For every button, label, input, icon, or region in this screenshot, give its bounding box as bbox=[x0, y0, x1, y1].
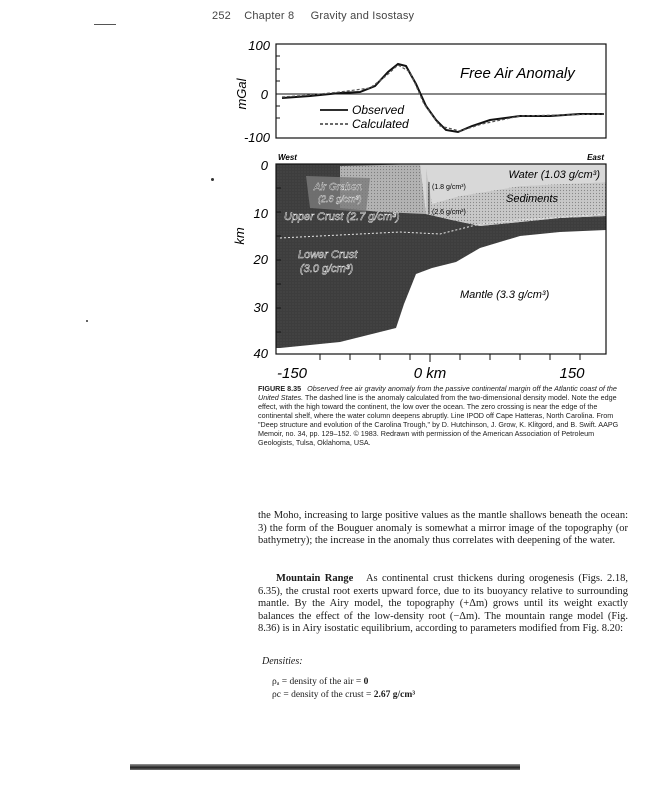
densities-heading: Densities: bbox=[262, 656, 303, 667]
sediments-label: Sediments bbox=[506, 193, 558, 205]
y-axis-label-mgal: mGal bbox=[234, 78, 249, 110]
legend-observed-label: Observed bbox=[352, 103, 405, 117]
air-graben-density: (2.6 g/cm³) bbox=[318, 194, 362, 204]
equation-air-density bbox=[272, 677, 368, 687]
caption-text: The dashed line is the anomaly calculated from the two-dimensional density model. Note the edge effect, with the high toward the continent, the low over the ocean. The zero crossing is near the edge of the continental shelf, where the water column deepens abruptly. Line IPOD off Cape Hatteras, North Carolina. From "Deep structure and evolution of the Carolina Trough," by D. Hutchinson, J. Grow, K. Klitgord, and B. Swift. AAPG Memoir, no. 34, pp. 129–152. © 1983. Redrawn with permission of the American Association of Petroleum Geologists, Tulsa, Oklahoma, USA. bbox=[258, 393, 619, 447]
speck bbox=[86, 320, 88, 322]
figure-8-35 bbox=[220, 36, 640, 386]
lower-crust-density: (3.0 g/cm³) bbox=[300, 263, 354, 275]
upper-crust-label: Upper Crust (2.7 g/cm³) bbox=[284, 211, 400, 223]
xtick-0km: 0 km bbox=[413, 365, 447, 382]
figure-number: FIGURE 8.35 bbox=[258, 384, 302, 393]
equation-crust-density bbox=[272, 690, 415, 700]
east-label: East bbox=[587, 153, 604, 162]
figure-title: Observed free air gravity anomaly from the passive continental margin off the Atlantic coast of the United States. bbox=[258, 384, 617, 402]
sediment-density-upper: (1.8 g/cm³) bbox=[432, 184, 466, 191]
ytick-100: 100 bbox=[248, 38, 270, 53]
chapter-title: Gravity and Isostasy bbox=[310, 10, 415, 22]
density-cross-section bbox=[232, 153, 606, 382]
ytick-40km: 40 bbox=[253, 346, 268, 361]
lower-crust-label: Lower Crust bbox=[298, 249, 358, 261]
plot-title-free-air-anomaly: Free Air Anomaly bbox=[460, 65, 575, 82]
y-axis-label-km: km bbox=[232, 227, 247, 245]
running-header bbox=[212, 10, 414, 22]
air-graben-label: Air Graben bbox=[314, 182, 363, 193]
ytick-0: 0 bbox=[260, 87, 268, 102]
body-paragraph-2 bbox=[258, 573, 628, 636]
mountain-range-text: As continental crust thickens during orogenesis (Figs. 2.18, 6.35), the crustal root exerts upward force, due to its buoyancy relative to surrounding mantle. By the Airy model, the topography (+Δm) grows until its weight exactly balances the effect of the low-density root (−Δm). The mountain range model (Fig. 8.36) is in Airy isostatic equilibrium, according to parameters modified from Fig. 8.20: bbox=[258, 573, 628, 635]
ytick-20km: 20 bbox=[253, 252, 268, 267]
body-paragraph-1: the Moho, increasing to large positive values as the mantle shallows beneath the ocean: 3) the form of the Bouguer anomaly is somewhat a mirror image of the topography (or bathymetry); the increase in the anomaly thus correlates with deepening of the water. bbox=[258, 510, 628, 547]
equation-air-symbol: ρₐ = density of the air = bbox=[272, 677, 364, 687]
mountain-range-heading: Mountain Range bbox=[276, 573, 354, 584]
water-label: Water (1.03 g/cm³) bbox=[508, 169, 600, 181]
gravity-plot bbox=[234, 38, 606, 145]
sediment-density-lower: (2.6 g/cm³) bbox=[432, 209, 466, 216]
xtick-neg150: -150 bbox=[276, 365, 308, 382]
margin-dash bbox=[94, 24, 116, 25]
page-number: 252 bbox=[212, 10, 231, 22]
scan-edge-bar bbox=[130, 764, 520, 770]
speck bbox=[211, 178, 214, 181]
mantle-label: Mantle (3.3 g/cm³) bbox=[460, 289, 550, 301]
ytick-0km: 0 bbox=[260, 158, 268, 173]
legend-calculated-label: Calculated bbox=[352, 117, 409, 131]
chapter-label: Chapter 8 bbox=[244, 10, 295, 22]
ytick-10km: 10 bbox=[253, 206, 268, 221]
ytick-30km: 30 bbox=[253, 300, 268, 315]
ytick-neg100: -100 bbox=[243, 130, 270, 145]
figure-caption bbox=[258, 384, 628, 447]
west-label: West bbox=[278, 153, 297, 162]
equation-crust-value: 2.67 g/cm³ bbox=[373, 690, 416, 700]
equation-air-value: 0 bbox=[363, 677, 369, 687]
equation-crust-symbol: ρc = density of the crust = bbox=[272, 690, 374, 700]
xtick-150: 150 bbox=[559, 365, 585, 382]
